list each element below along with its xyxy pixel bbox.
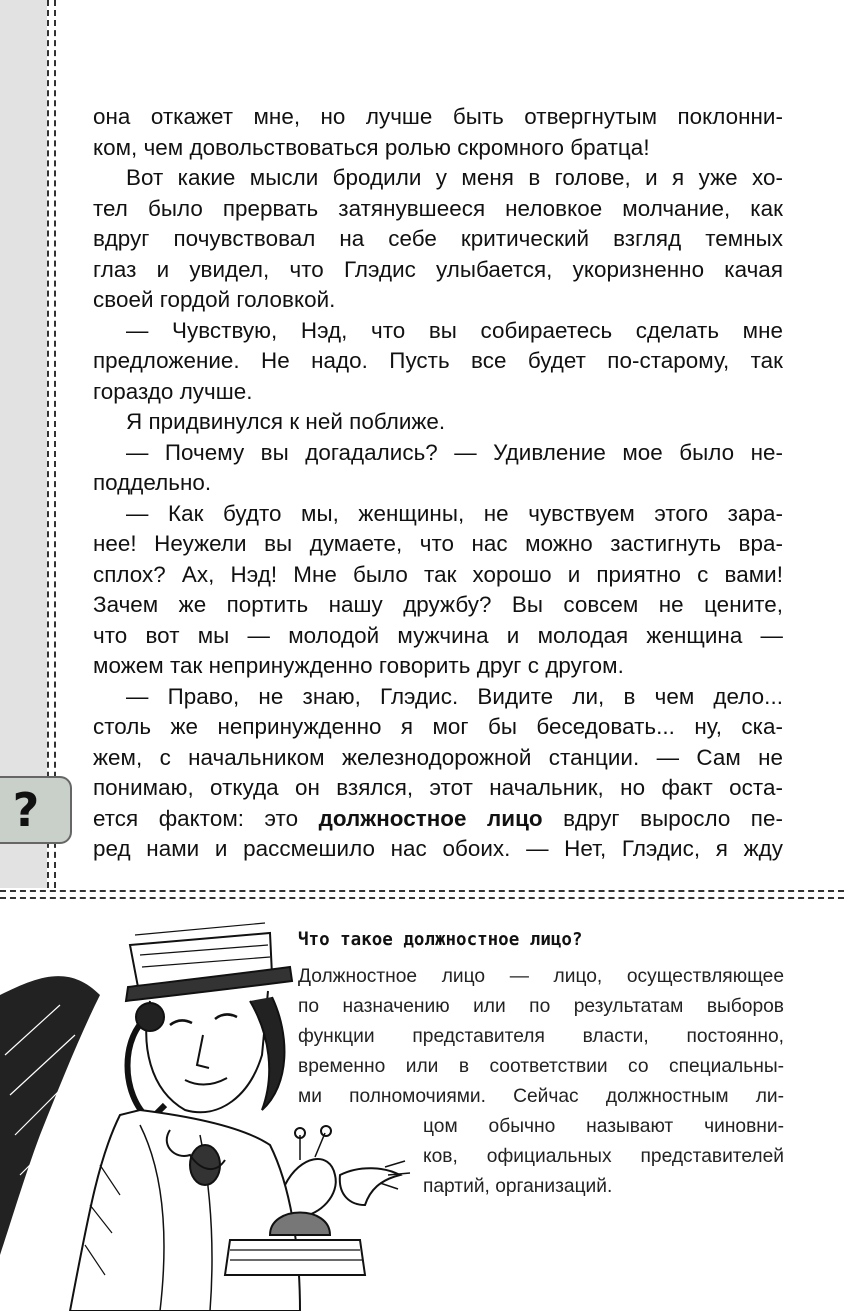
text-line: вдруг почувствовал на себе критический взгляд темных bbox=[93, 226, 783, 251]
section-divider bbox=[0, 897, 844, 899]
text-line: она откажет мне, но лучше быть отвергнутым поклонни- bbox=[93, 104, 783, 129]
text-line: гораздо лучше. bbox=[93, 378, 253, 404]
text-line: ком, чем довольствоваться ролью скромного братца! bbox=[93, 134, 650, 160]
margin-strip bbox=[0, 0, 47, 888]
text-line: Вот какие мысли бродили у меня в голове, и я уже хо- bbox=[126, 165, 783, 190]
section-divider bbox=[0, 890, 844, 892]
qa-line: ков, официальных представителей bbox=[423, 1146, 784, 1167]
qa-line: цом обычно называют чиновни- bbox=[423, 1116, 784, 1137]
question-mark-icon: ? bbox=[12, 783, 40, 837]
qa-line: партий, организаций. bbox=[423, 1176, 613, 1197]
text-line: — Право, не знаю, Глэдис. Видите ли, в чем дело... bbox=[126, 683, 783, 709]
qa-line: Должностное лицо — лицо, осуществляющее bbox=[298, 966, 784, 987]
text-line: можем так непринужденно говорить друг с другом. bbox=[93, 653, 624, 678]
text-line: сплох? Ах, Нэд! Мне было так хорошо и приятно с вами! bbox=[93, 561, 783, 587]
text-line: поддельно. bbox=[93, 470, 212, 495]
text-fragment: вдруг выросло пе- bbox=[563, 805, 783, 831]
text-line: ред нами и рассмешило нас обоих. — Нет, Глэдис, я жду bbox=[93, 836, 783, 861]
question-badge bbox=[0, 776, 72, 844]
qa-line: временно или в соответствии со специальны- bbox=[298, 1056, 784, 1077]
qa-line: ми полномочиями. Сейчас должностным ли- bbox=[298, 1086, 784, 1107]
text-line bbox=[93, 804, 783, 835]
qa-title: Что такое должностное лицо? bbox=[298, 930, 583, 950]
text-line: глаз и увидел, что Глэдис улыбается, укоризненно качая bbox=[93, 256, 783, 282]
text-line: — Чувствую, Нэд, что вы собираетесь сделать мне bbox=[126, 317, 783, 343]
text-line: столь же непринужденно я мог бы беседовать... ну, ска- bbox=[93, 714, 783, 739]
text-line: что вот мы — молодой мужчина и молодая женщина — bbox=[93, 622, 783, 648]
text-line: — Как будто мы, женщины, не чувствуем этого зара- bbox=[126, 500, 783, 526]
text-line: тел было прервать затянувшееся неловкое молчание, как bbox=[93, 195, 783, 221]
text-line: предложение. Не надо. Пусть все будет по-старому, так bbox=[93, 348, 783, 373]
main-text bbox=[93, 102, 783, 865]
qa-line: по назначению или по результатам выборов bbox=[298, 996, 784, 1017]
qa-body bbox=[298, 962, 784, 1202]
text-line: Зачем же портить нашу дружбу? Вы совсем не цените, bbox=[93, 592, 783, 617]
highlighted-term: должностное лицо bbox=[318, 805, 543, 831]
text-line: понимаю, откуда он взялся, этот начальник, но факт оста- bbox=[93, 775, 783, 800]
text-line: своей гордой головкой. bbox=[93, 287, 336, 312]
text-fragment: ется фактом: это bbox=[93, 805, 299, 831]
text-line: — Почему вы догадались? — Удивление мое было не- bbox=[126, 439, 783, 465]
margin-divider bbox=[47, 0, 49, 888]
text-line: жем, с начальником железнодорожной станции. — Сам не bbox=[93, 744, 783, 770]
text-line: нее! Неужели вы думаете, что нас можно застигнуть вра- bbox=[93, 531, 783, 556]
qa-line: функции представителя власти, постоянно, bbox=[298, 1026, 784, 1047]
margin-divider bbox=[54, 0, 56, 888]
text-line: Я придвинулся к ней поближе. bbox=[126, 409, 446, 434]
